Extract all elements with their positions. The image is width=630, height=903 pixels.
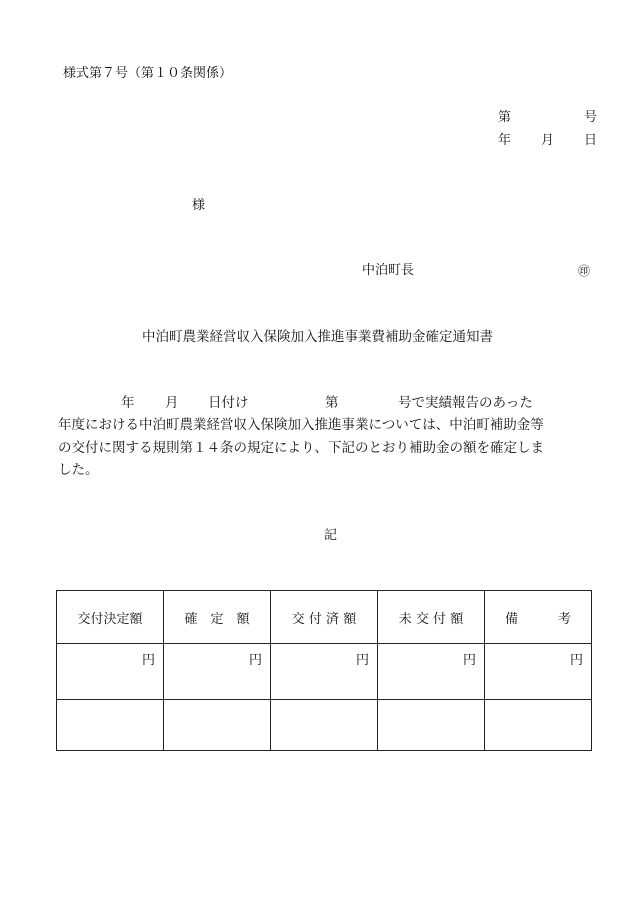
table-row bbox=[57, 700, 592, 751]
table-header-row bbox=[57, 591, 592, 644]
ref-go: 号 bbox=[584, 110, 598, 125]
header-biko-2: 考 bbox=[557, 611, 571, 627]
body-line-2: 年度における中泊町農業経営収入保険加入推進事業については、中泊町補助金等 bbox=[58, 417, 544, 433]
body-go-tail: 号で実績報告のあった bbox=[398, 395, 533, 411]
issuer: 中泊町長 bbox=[362, 263, 415, 278]
cell-kofu-zumi-amount: 円 bbox=[271, 644, 378, 700]
table-row bbox=[57, 644, 592, 700]
header-kofu-zumi: 交 付 済 額 bbox=[271, 591, 378, 644]
form-number: 様式第７号（第１０条関係） bbox=[63, 66, 233, 81]
body-line-3: の交付に関する規則第１４条の規定により、下記のとおり補助金の額を確定しま bbox=[58, 440, 544, 456]
cell-mi-kofu-amount: 円 bbox=[378, 644, 485, 700]
cell-empty bbox=[378, 700, 485, 751]
header-mi-kofu: 未 交 付 額 bbox=[378, 591, 485, 644]
header-biko-1: 備 bbox=[505, 611, 519, 627]
ki-heading: 記 bbox=[324, 528, 338, 543]
body-line-4: した。 bbox=[58, 462, 99, 478]
body-dai: 第 bbox=[325, 395, 339, 411]
body-year: 年 bbox=[121, 395, 135, 411]
header-kofu-kettei: 交付決定額 bbox=[57, 591, 164, 644]
amount-table bbox=[56, 590, 592, 751]
cell-kofu-kettei-amount: 円 bbox=[57, 644, 164, 700]
body-hizuke: 日付け bbox=[208, 395, 249, 411]
header-kakutei: 確 定 額 bbox=[164, 591, 271, 644]
addressee-sama: 様 bbox=[192, 198, 206, 213]
ref-dai: 第 bbox=[498, 110, 512, 125]
cell-kakutei-amount: 円 bbox=[164, 644, 271, 700]
cell-empty bbox=[57, 700, 164, 751]
date-year: 年 bbox=[498, 133, 512, 148]
body-month: 月 bbox=[165, 395, 179, 411]
cell-biko-amount: 円 bbox=[485, 644, 592, 700]
seal-icon: ㊞ bbox=[578, 264, 591, 278]
cell-empty bbox=[485, 700, 592, 751]
header-biko bbox=[485, 591, 592, 644]
cell-empty bbox=[164, 700, 271, 751]
date-day: 日 bbox=[584, 133, 598, 148]
cell-empty bbox=[271, 700, 378, 751]
document-title: 中泊町農業経営収入保険加入推進事業費補助金確定通知書 bbox=[142, 329, 493, 345]
date-month: 月 bbox=[541, 133, 555, 148]
